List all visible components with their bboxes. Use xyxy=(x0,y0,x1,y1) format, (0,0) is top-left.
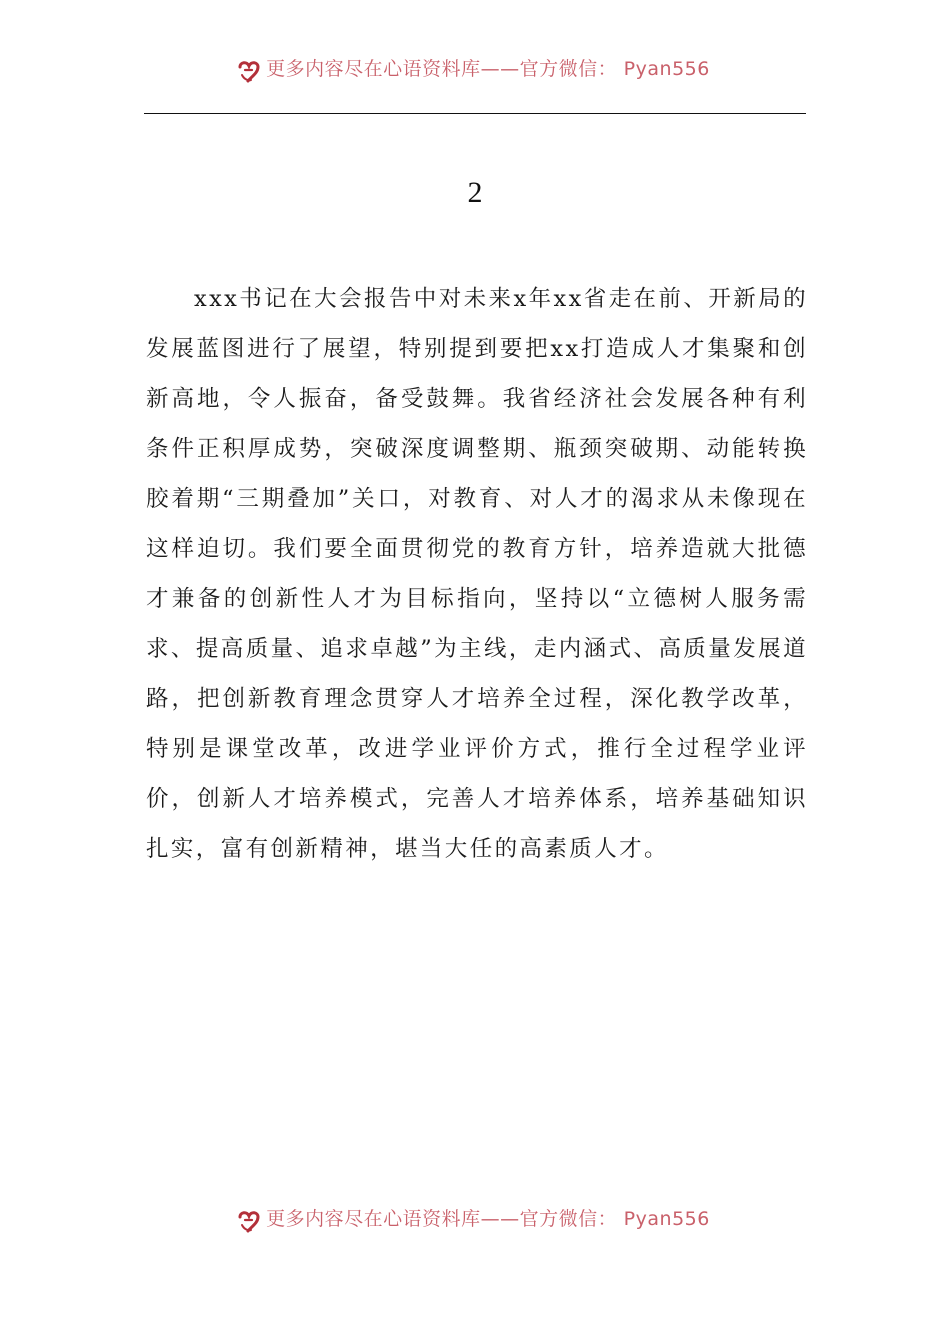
page-number: 2 xyxy=(467,176,483,209)
watermark-text: 更多内容尽在心语资料库——官方微信： Pyan556 xyxy=(266,1207,710,1230)
heart-logo-icon xyxy=(236,1208,262,1234)
body-paragraph: xxx书记在大会报告中对未来x年xx省走在前、开新局的发展蓝图进行了展望，特别提到要把xx打造成人才集聚和创新高地，令人振奋，备受鼓舞。我省经济社会发展各种有利条件正积厚成势，突破深度调整期、瓶颈突破期、动能转换胶着期“三期叠加”关口，对教育、对人才的渴求从未像现在这样迫切。我们要全面贯彻党的教育方针，培养造就大批德才兼备的创新性人才为目标指向，坚持以“立德树人服务需求、提高质量、追求卓越”为主线，走内涵式、高质量发展道路，把创新教育理念贯穿人才培养全过程，深化教学改革，特别是课堂改革，改进学业评价方式，推行全过程学业评价，创新人才培养模式，完善人才培养体系，培养基础知识扎实，富有创新精神，堪当大任的高素质人才。 xyxy=(146,286,808,862)
footer-watermark xyxy=(0,1206,950,1236)
header-divider xyxy=(144,113,806,114)
header-watermark xyxy=(0,56,950,86)
watermark-text: 更多内容尽在心语资料库——官方微信： Pyan556 xyxy=(266,57,710,80)
watermark-group xyxy=(236,1208,710,1235)
watermark-group xyxy=(236,58,710,85)
heart-logo-icon xyxy=(236,58,262,84)
